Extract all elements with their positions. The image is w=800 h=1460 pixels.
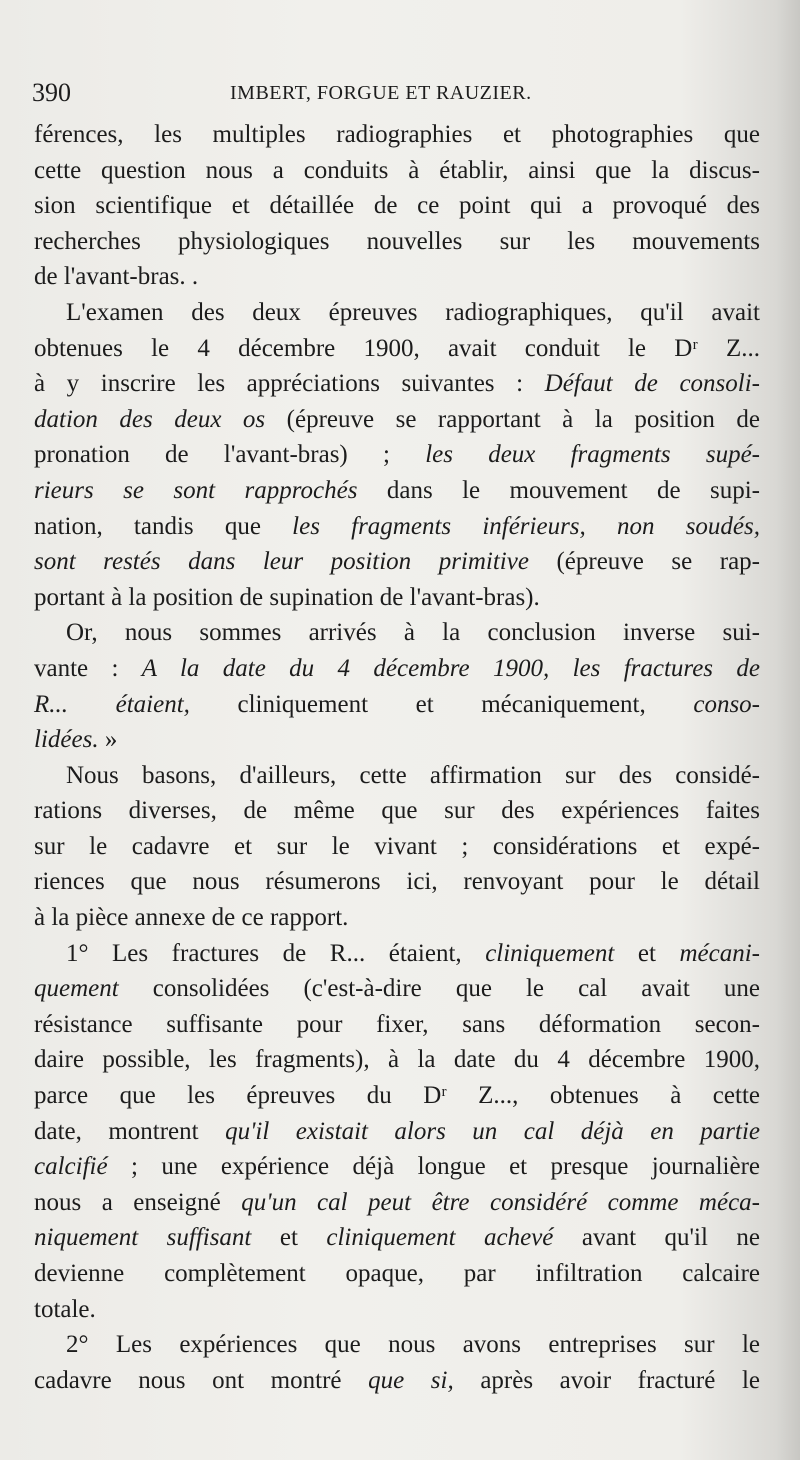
- text-line: [34, 651, 760, 687]
- text-line: [34, 1256, 760, 1292]
- text-line: [34, 793, 760, 829]
- text-line: [34, 437, 760, 473]
- italic-text: cliniquement: [485, 939, 615, 967]
- italic-text: rieurs se sont rapprochés: [34, 476, 358, 504]
- italic-text: qu'un cal peut être considéré comme méca-: [241, 1188, 760, 1216]
- text-run: pronation de l'avant-bras) ;: [34, 441, 426, 469]
- text-run: sur le cadavre et sur le vivant ; considérations et expé-: [34, 832, 760, 860]
- text-run: sion scientifique et détaillée de ce point qui a provoqué des: [34, 192, 760, 220]
- text-run: à y inscrire les appréciations suivantes :: [34, 370, 545, 398]
- page-number: 390: [32, 78, 71, 107]
- text-run: ; une expérience déjà longue et presque journalière: [107, 1153, 760, 1181]
- body-text: [34, 117, 760, 1398]
- text-run: 1° Les fractures de R... étaient,: [66, 939, 486, 967]
- italic-text: quement: [34, 975, 119, 1003]
- text-run: obtenues le 4 décembre 1900, avait conduit le Dʳ Z...: [34, 334, 760, 362]
- text-run: rations diverses, de même que sur des expériences faites: [34, 797, 760, 825]
- text-line: [34, 509, 760, 545]
- text-line: [34, 402, 760, 438]
- text-run: à la pièce annexe de ce rapport.: [34, 904, 349, 932]
- text-line: [34, 1185, 760, 1221]
- text-line: [34, 722, 760, 758]
- text-run: nous a enseigné: [34, 1188, 242, 1216]
- text-run: recherches physiologiques nouvelles sur les mouvements: [34, 227, 760, 255]
- text-line: [34, 331, 760, 367]
- text-line: [34, 1292, 760, 1328]
- text-line: [34, 1078, 760, 1114]
- text-run: riences que nous résumerons ici, renvoyant pour le détail: [34, 868, 760, 896]
- text-line: [34, 473, 760, 509]
- italic-text: dation des deux os: [34, 405, 266, 433]
- text-run: férences, les multiples radiographies et photographies que: [34, 121, 760, 148]
- text-run: cadavre nous ont montré: [34, 1366, 369, 1394]
- text-line: [34, 117, 760, 153]
- text-line: [34, 366, 760, 402]
- text-line: [34, 687, 760, 723]
- text-run: et: [614, 939, 680, 967]
- text-run: 2° Les expériences que nous avons entreprises sur le: [66, 1331, 760, 1359]
- text-run: Or, nous sommes arrivés à la conclusion inverse sui-: [66, 619, 760, 647]
- text-line: [34, 153, 760, 189]
- text-run: (épreuve se rap-: [528, 548, 760, 576]
- text-run: et: [251, 1224, 327, 1252]
- text-run: date, montrent: [34, 1117, 226, 1145]
- italic-text: sont restés dans leur position primitive: [34, 548, 529, 576]
- text-run: L'examen des deux épreuves radiographiques, qu'il avait: [66, 298, 760, 326]
- text-run: »: [98, 726, 118, 754]
- text-line: [34, 900, 760, 936]
- text-line: [34, 1149, 760, 1185]
- text-run: de l'avant-bras. .: [34, 263, 199, 291]
- text-line: [34, 580, 760, 616]
- italic-text: cliniquement achevé: [326, 1224, 554, 1252]
- italic-text: R... étaient,: [34, 690, 190, 718]
- italic-text: A la date du 4 décembre 1900, les fractures de: [141, 654, 760, 682]
- italic-text: conso-: [693, 690, 760, 718]
- text-run: consolidées (c'est-à-dire que le cal avait une: [118, 975, 760, 1003]
- text-run: après avoir fracturé le: [453, 1366, 760, 1394]
- text-line: [34, 971, 760, 1007]
- text-run: avant qu'il ne: [553, 1224, 760, 1252]
- text-line: [34, 615, 760, 651]
- text-run: (épreuve se rapportant à la position de: [265, 405, 760, 433]
- italic-text: les deux fragments supé-: [425, 441, 760, 469]
- italic-text: calcifié: [34, 1153, 108, 1181]
- italic-text: que si,: [368, 1366, 454, 1394]
- text-run: devienne complètement opaque, par infiltration calcaire: [34, 1260, 760, 1287]
- text-run: portant à la position de supination de l'avant-bras).: [34, 583, 540, 611]
- text-line: [34, 1220, 760, 1256]
- text-line: [34, 224, 760, 260]
- text-run: cette question nous a conduits à établir, ainsi que la discus-: [34, 156, 760, 184]
- italic-text: les fragments inférieurs, non soudés,: [292, 512, 760, 540]
- text-run: Nous basons, d'ailleurs, cette affirmation sur des considé-: [66, 761, 760, 789]
- text-line: [34, 1114, 760, 1150]
- text-run: dans le mouvement de supi-: [357, 476, 761, 504]
- text-line: [34, 1327, 760, 1363]
- italic-text: qu'il existait alors un cal déjà en partie: [225, 1117, 760, 1145]
- italic-text: Défaut de consoli-: [544, 370, 760, 398]
- text-run: nation, tandis que: [34, 512, 293, 540]
- running-title: IMBERT, FORGUE ET RAUZIER.: [230, 82, 532, 104]
- text-line: [34, 188, 760, 224]
- text-line: [34, 936, 760, 972]
- text-run: résistance suffisante pour fixer, sans déformation secon-: [34, 1010, 760, 1038]
- italic-text: mécani-: [679, 939, 760, 967]
- text-run: cliniquement et mécaniquement,: [189, 690, 694, 718]
- text-run: vante :: [34, 654, 142, 682]
- text-run: parce que les épreuves du Dʳ Z..., obtenues à cette: [34, 1082, 760, 1110]
- page-header: [32, 78, 752, 110]
- text-run: totale.: [34, 1295, 96, 1323]
- text-line: [34, 829, 760, 865]
- text-line: [34, 295, 760, 331]
- italic-text: lidées.: [34, 726, 99, 754]
- text-run: daire possible, les fragments), à la date du 4 décembre 1900,: [34, 1046, 760, 1074]
- text-line: [34, 864, 760, 900]
- text-line: [34, 259, 760, 295]
- text-line: [34, 758, 760, 794]
- text-line: [34, 544, 760, 580]
- text-line: [34, 1042, 760, 1078]
- text-line: [34, 1007, 760, 1043]
- italic-text: niquement suffisant: [34, 1224, 252, 1252]
- text-line: [34, 1363, 760, 1399]
